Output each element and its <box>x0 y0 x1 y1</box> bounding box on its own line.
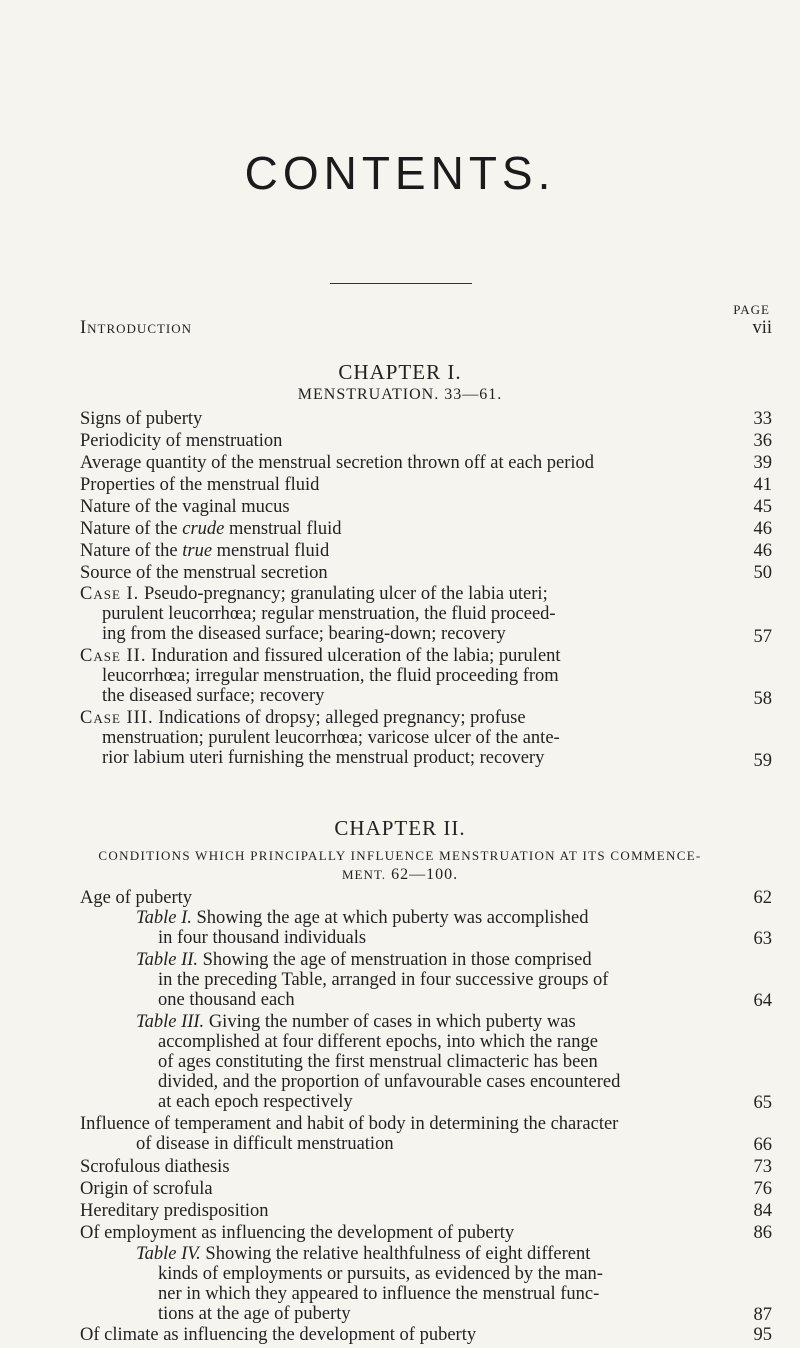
entry-page: 41 <box>753 475 772 495</box>
toc-table-2-page <box>80 990 772 1012</box>
page-column-heading: PAGE <box>733 302 770 317</box>
table-label: Table III. <box>136 1012 205 1032</box>
entry-page: 66 <box>753 1135 772 1155</box>
entry-label: Nature of the vaginal mucus <box>80 497 290 517</box>
case-label: Case II. <box>80 646 147 666</box>
table-label: Table I. <box>136 908 192 928</box>
entry-label: Scrofulous diathesis <box>80 1157 230 1177</box>
chapter-2-subject-cont: MENT. 62—100. <box>341 866 459 883</box>
chapter-1-heading: CHAPTER I. <box>338 360 462 384</box>
toc-entry[interactable] <box>80 562 772 584</box>
entry-page: 65 <box>753 1093 772 1113</box>
entry-page: 36 <box>753 431 772 451</box>
table-label: Table IV. <box>136 1244 201 1264</box>
entry-page: 84 <box>753 1201 772 1221</box>
toc-entry[interactable] <box>80 496 772 518</box>
entry-label: Hereditary predisposition <box>80 1201 269 1221</box>
entry-page: 95 <box>753 1325 772 1345</box>
toc-case-2[interactable]: Case II. Induration and fissured ulceration of the labia; purulent leucorrhœa; irregular menstruation, the fluid proceeding from the diseased surface; recovery <box>80 646 561 706</box>
entry-page: 57 <box>753 627 772 647</box>
entry-label: Properties of the menstrual fluid <box>80 475 320 495</box>
toc-entry[interactable] <box>80 408 772 430</box>
entry-page: 45 <box>753 497 772 517</box>
entry-page: 39 <box>753 453 772 473</box>
toc-entry[interactable] <box>80 474 772 496</box>
toc-table-4[interactable]: Table IV. Showing the relative healthfulness of eight different kinds of employments or pursuits, as evidenced by the man- ner in which they appeared to influence the menstrual func- tions at the age of puberty <box>136 1244 603 1324</box>
page-title: CONTENTS. <box>244 147 556 199</box>
toc-entry[interactable] <box>80 1178 772 1200</box>
entry-page: 87 <box>753 1305 772 1325</box>
entry-label: Of climate as influencing the development of puberty <box>80 1325 477 1345</box>
toc-table-4-page <box>80 1304 772 1326</box>
toc-entry[interactable] <box>80 1156 772 1178</box>
toc-case-2-page <box>80 688 772 710</box>
entry-page: 62 <box>753 888 772 908</box>
entry-label: Age of puberty <box>80 888 192 908</box>
entry-page: 33 <box>753 409 772 429</box>
chapter-1-subject: MENSTRUATION. 33—61. <box>297 386 503 403</box>
case-label: Case I. <box>80 584 140 604</box>
entry-page: 64 <box>753 991 772 1011</box>
toc-entry[interactable] <box>80 430 772 452</box>
entry-page: vii <box>752 318 772 338</box>
toc-entry[interactable] <box>80 1200 772 1222</box>
entry-page: 63 <box>753 929 772 949</box>
toc-entry[interactable] <box>80 887 772 909</box>
entry-page: 73 <box>753 1157 772 1177</box>
toc-case-1-page <box>80 626 772 648</box>
toc-entry[interactable] <box>80 540 772 562</box>
entry-page: 58 <box>753 689 772 709</box>
entry-page: 46 <box>753 541 772 561</box>
toc-table-2[interactable]: Table II. Showing the age of menstruation in those comprised in the preceding Table, arranged in four successive groups of one thousand each <box>136 950 609 1010</box>
entry-label: Source of the menstrual secretion <box>80 563 328 583</box>
entry-label: Of employment as influencing the development of puberty <box>80 1223 515 1243</box>
entry-label: Average quantity of the menstrual secretion thrown off at each period <box>80 453 595 473</box>
toc-case-3[interactable]: Case III. Indications of dropsy; alleged pregnancy; profuse menstruation; purulent leucorrhœa; varicose ulcer of the ante- rior labium uteri furnishing the menstrual product; recovery <box>80 708 560 768</box>
toc-entry-temperament-page <box>80 1134 772 1156</box>
entry-page: 50 <box>753 563 772 583</box>
title-rule <box>330 283 472 284</box>
toc-entry[interactable] <box>80 452 772 474</box>
toc-case-1[interactable]: Case I. Pseudo-pregnancy; granulating ulcer of the labia uteri; purulent leucorrhœa; regular menstruation, the fluid proceed- ing from the diseased surface; bearing-down; recovery <box>80 584 556 644</box>
toc-entry-introduction[interactable] <box>80 317 772 339</box>
table-label: Table II. <box>136 950 199 970</box>
entry-label: Introduction <box>80 318 193 338</box>
entry-page: 46 <box>753 519 772 539</box>
entry-label: Origin of scrofula <box>80 1179 213 1199</box>
toc-entry-temperament[interactable]: Influence of temperament and habit of body in determining the character of disease in difficult menstruation <box>80 1114 619 1154</box>
chapter-2-heading: CHAPTER II. <box>334 816 466 840</box>
entry-label: Signs of puberty <box>80 409 203 429</box>
toc-entry[interactable] <box>80 518 772 540</box>
entry-label: Periodicity of menstruation <box>80 431 283 451</box>
entry-page: 76 <box>753 1179 772 1199</box>
entry-label: Nature of the true menstrual fluid <box>80 541 330 561</box>
toc-case-3-page <box>80 750 772 772</box>
toc-table-3[interactable]: Table III. Giving the number of cases in which puberty was accomplished at four different epochs, into which the range of ages constituting the first menstrual climacteric has been divided, and the proportion of unfavourable cases encountered at each epoch respectively <box>136 1012 621 1112</box>
entry-label: Nature of the crude menstrual fluid <box>80 519 342 539</box>
toc-table-1-page <box>80 928 772 950</box>
toc-entry-climate[interactable] <box>80 1324 772 1346</box>
entry-page: 59 <box>753 751 772 771</box>
case-label: Case III. <box>80 708 154 728</box>
toc-table-3-page <box>80 1092 772 1114</box>
entry-page: 86 <box>753 1223 772 1243</box>
chapter-2-subject: CONDITIONS WHICH PRINCIPALLY INFLUENCE MENSTRUATION AT ITS COMMENCE- <box>98 848 702 863</box>
toc-table-1[interactable]: Table I. Showing the age at which puberty was accomplished in four thousand individuals <box>136 908 589 948</box>
toc-entry[interactable] <box>80 1222 772 1244</box>
